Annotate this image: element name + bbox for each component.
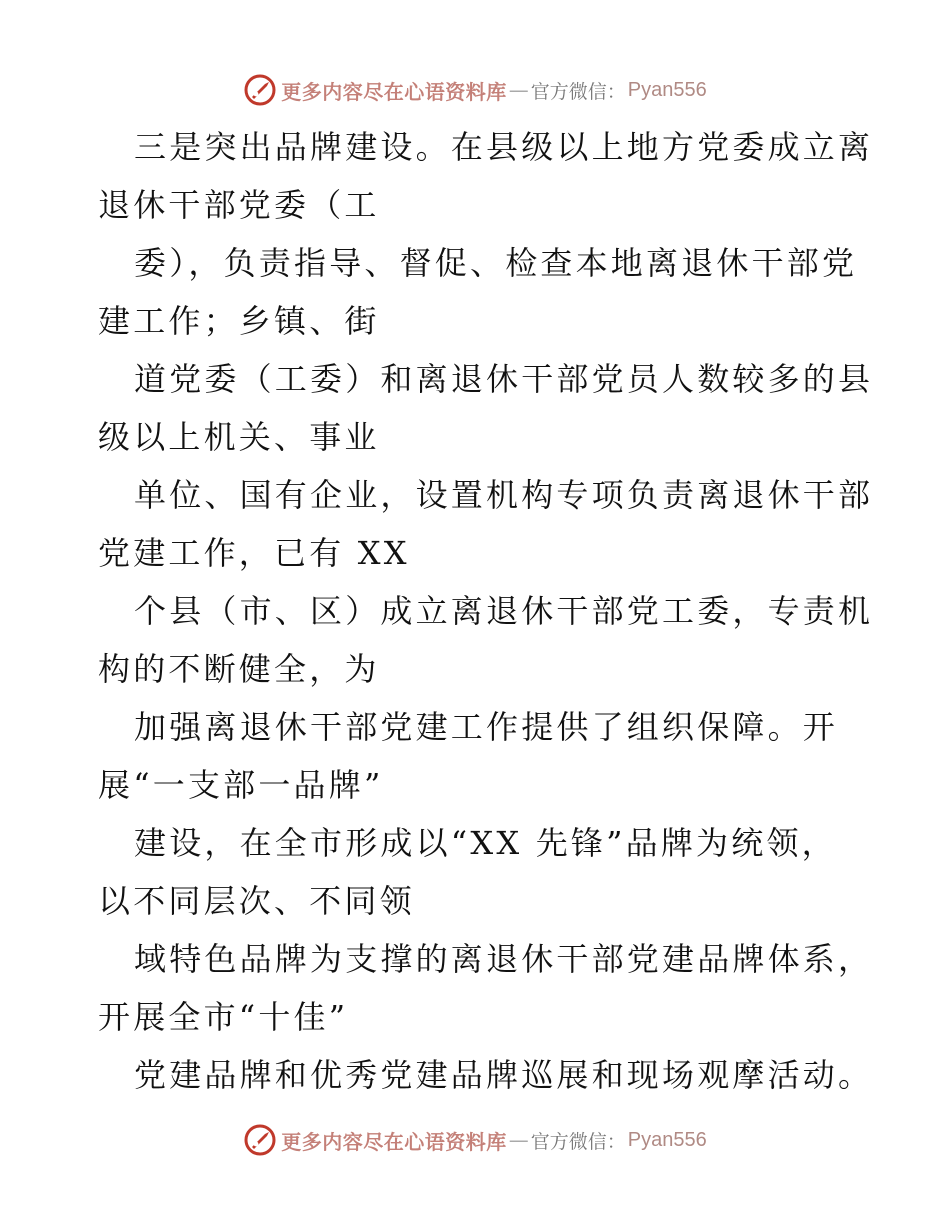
header-watermark: [0, 68, 950, 112]
text-line: 以不同层次、不同领: [98, 882, 415, 920]
watermark-wechat-label: 官方微信：: [530, 1130, 626, 1153]
text-line: 退休干部党委（工: [98, 186, 380, 224]
watermark-logo-icon: [243, 73, 277, 107]
text-line: 开展全市“十佳”: [98, 998, 349, 1036]
watermark-text: 更多内容尽在心语资料库: [281, 79, 507, 104]
text-line: 党建品牌和优秀党建品牌巡展和现场观摩活动。: [134, 1056, 874, 1094]
text-line: 建工作；乡镇、街: [98, 302, 380, 340]
text-line: 构的不断健全，为: [98, 650, 380, 688]
text-line: 展“一支部一品牌”: [98, 766, 384, 804]
text-line: 党建工作，已有 XX: [98, 534, 410, 572]
watermark-text: 更多内容尽在心语资料库: [281, 1129, 507, 1154]
footer-watermark: [0, 1118, 950, 1162]
text-line: 建设，在全市形成以“XX 先锋”品牌为统领，: [134, 824, 837, 862]
text-line: 个县（市、区）成立离退休干部党工委，专责机: [134, 592, 874, 630]
watermark-wechat-id: Pyan556: [627, 78, 707, 101]
watermark-wechat-label: 官方微信：: [530, 80, 626, 103]
document-body: [98, 118, 874, 1104]
watermark-wechat-id: Pyan556: [627, 1128, 707, 1151]
text-line: 级以上机关、事业: [98, 418, 380, 456]
text-line: 三是突出品牌建设。在县级以上地方党委成立离: [134, 128, 874, 166]
text-line: 加强离退休干部党建工作提供了组织保障。开: [134, 708, 839, 746]
text-line: 委），负责指导、督促、检查本地离退休干部党: [134, 244, 858, 282]
watermark-separator: —: [508, 1128, 529, 1152]
watermark-separator: —: [508, 78, 529, 102]
watermark-logo-icon: [243, 1123, 277, 1157]
text-line: 域特色品牌为支撑的离退休干部党建品牌体系，: [134, 940, 874, 978]
text-line: 道党委（工委）和离退休干部党员人数较多的县: [134, 360, 874, 398]
text-line: 单位、国有企业，设置机构专项负责离退休干部: [134, 476, 874, 514]
